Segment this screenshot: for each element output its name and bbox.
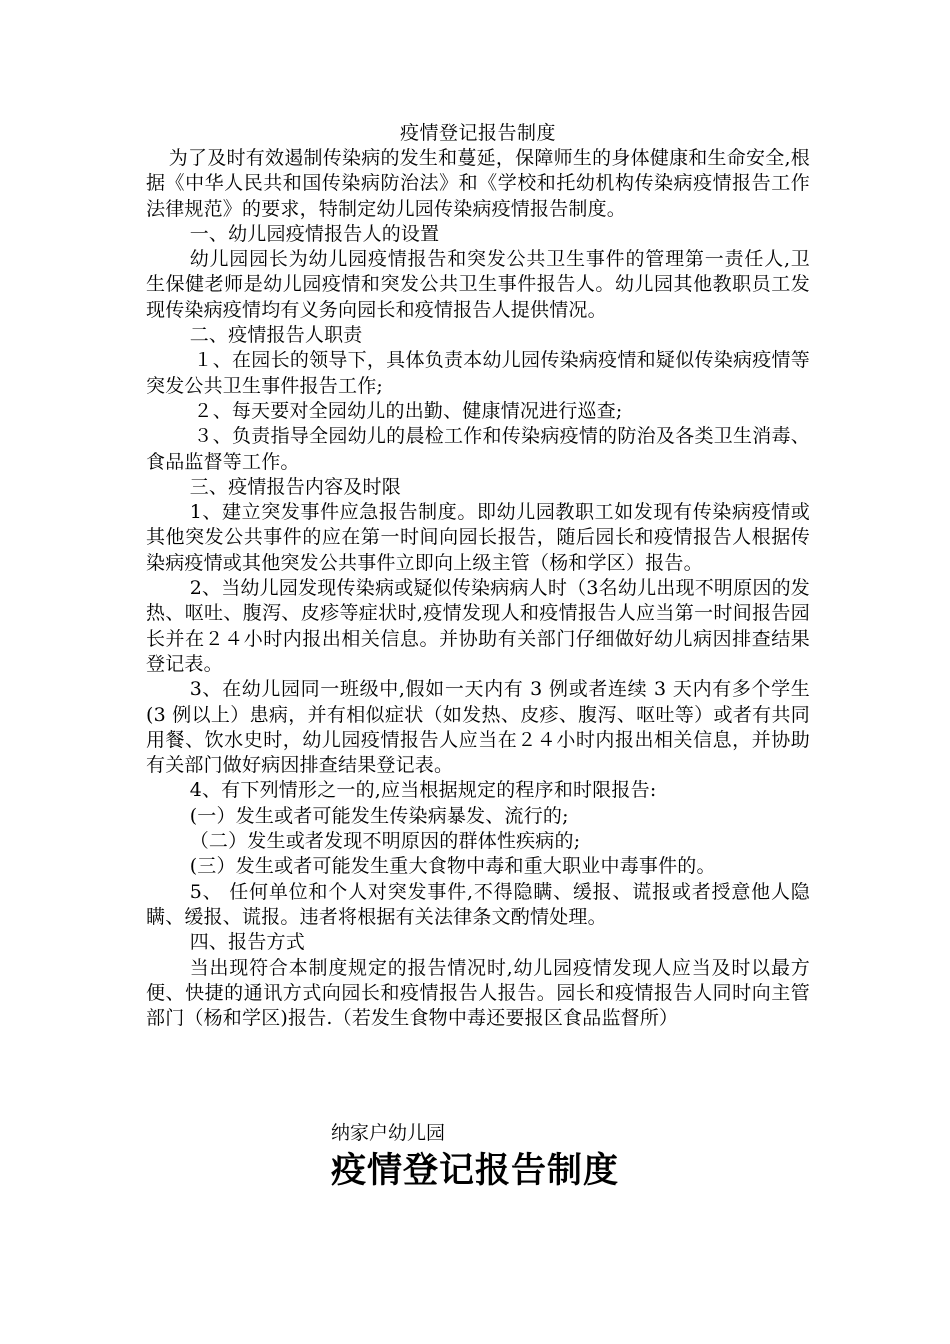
section-3-item-3: 3、在幼儿园同一班级中,假如一天内有 3 例或者连续 3 天内有多个学生(3 例以上）患病，并有相似症状（如发热、皮疹、腹泻、呕吐等）或者有共同用餐、饮水史时，幼儿园疫情报告人应当在２４小时内报出相关信息，并协助有关部门做好病因排查结果登记表。	[146, 678, 810, 777]
section-2-item-3: ３、负责指导全园幼儿的晨检工作和传染病疫情的防治及各类卫生消毒、食品监督等工作。	[146, 425, 810, 473]
section-3-item-1: 1、建立突发事件应急报告制度。即幼儿园教职工如发现有传染病疫情或其他突发公共事件的应在第一时间向园长报告，随后园长和疫情报告人根据传染病疫情或其他突发公共事件立即向上级主管（杨和学区）报告。	[146, 501, 810, 574]
section-3-item-5: 5、 任何单位和个人对突发事件,不得隐瞒、缓报、谎报或者授意他人隐瞒、缓报、谎报。违者将根据有关法律条文酌情处理。	[146, 880, 810, 928]
section-4-body: 当出现符合本制度规定的报告情况时,幼儿园疫情发现人应当及时以最方便、快捷的通讯方式向园长和疫情报告人报告。园长和疫情报告人同时向主管部门（杨和学区)报告.（若发生食物中毒还要报区食品监督所）	[146, 956, 810, 1030]
section-3-sub-item-3: (三）发生或者可能发生重大食物中毒和重大职业中毒事件的。	[189, 855, 716, 878]
section-3-item-4: 4、有下列情形之一的,应当根据规定的程序和时限报告:	[189, 779, 657, 802]
document-title: 疫情登记报告制度	[399, 122, 556, 144]
section-1-heading: 一、幼儿园疫情报告人的设置	[189, 222, 440, 245]
section-2-heading: 二、疫情报告人职责	[189, 324, 363, 347]
document-body	[146, 120, 810, 1031]
intro-paragraph: 为了及时有效遏制传染病的发生和蔓延，保障师生的身体健康和生命安全,根据《中华人民共和国传染病防治法》和《学校和托幼机构传染病疫情报告工作法律规范》的要求，特制定幼儿园传染病疫情报告制度。	[146, 147, 810, 220]
section-2-item-1: １、在园长的领导下，具体负责本幼儿园传染病疫情和疑似传染病疫情等突发公共卫生事件报告工作;	[146, 349, 810, 397]
section-3-sub-item-2: （二）发生或者发现不明原因的群体性疾病的;	[189, 830, 581, 853]
section-3-heading: 三、疫情报告内容及时限	[189, 475, 401, 498]
school-name: 纳家户幼儿园	[331, 1122, 446, 1144]
cover-title: 疫情登记报告制度	[330, 1151, 619, 1191]
section-1-body: 幼儿园园长为幼儿园疫情报告和突发公共卫生事件的管理第一责任人,卫生保健老师是幼儿园疫情和突发公共卫生事件报告人。幼儿园其他教职员工发现传染病疫情均有义务向园长和疫情报告人提供情况。	[146, 248, 810, 321]
section-4-heading: 四、报告方式	[189, 931, 305, 954]
section-3-sub-item-1: (一）发生或者可能发生传染病暴发、流行的;	[189, 804, 569, 827]
section-2-item-2: ２、每天要对全园幼儿的出勤、健康情况进行巡查;	[193, 399, 623, 422]
section-3-item-2: 2、当幼儿园发现传染病或疑似传染病病人时（3名幼儿出现不明原因的发热、呕吐、腹泻、皮疹等症状时,疫情发现人和疫情报告人应当第一时间报告园长并在２４小时内报出相关信息。并协助有关部门仔细做好幼儿病因排查结果登记表。	[146, 577, 810, 675]
